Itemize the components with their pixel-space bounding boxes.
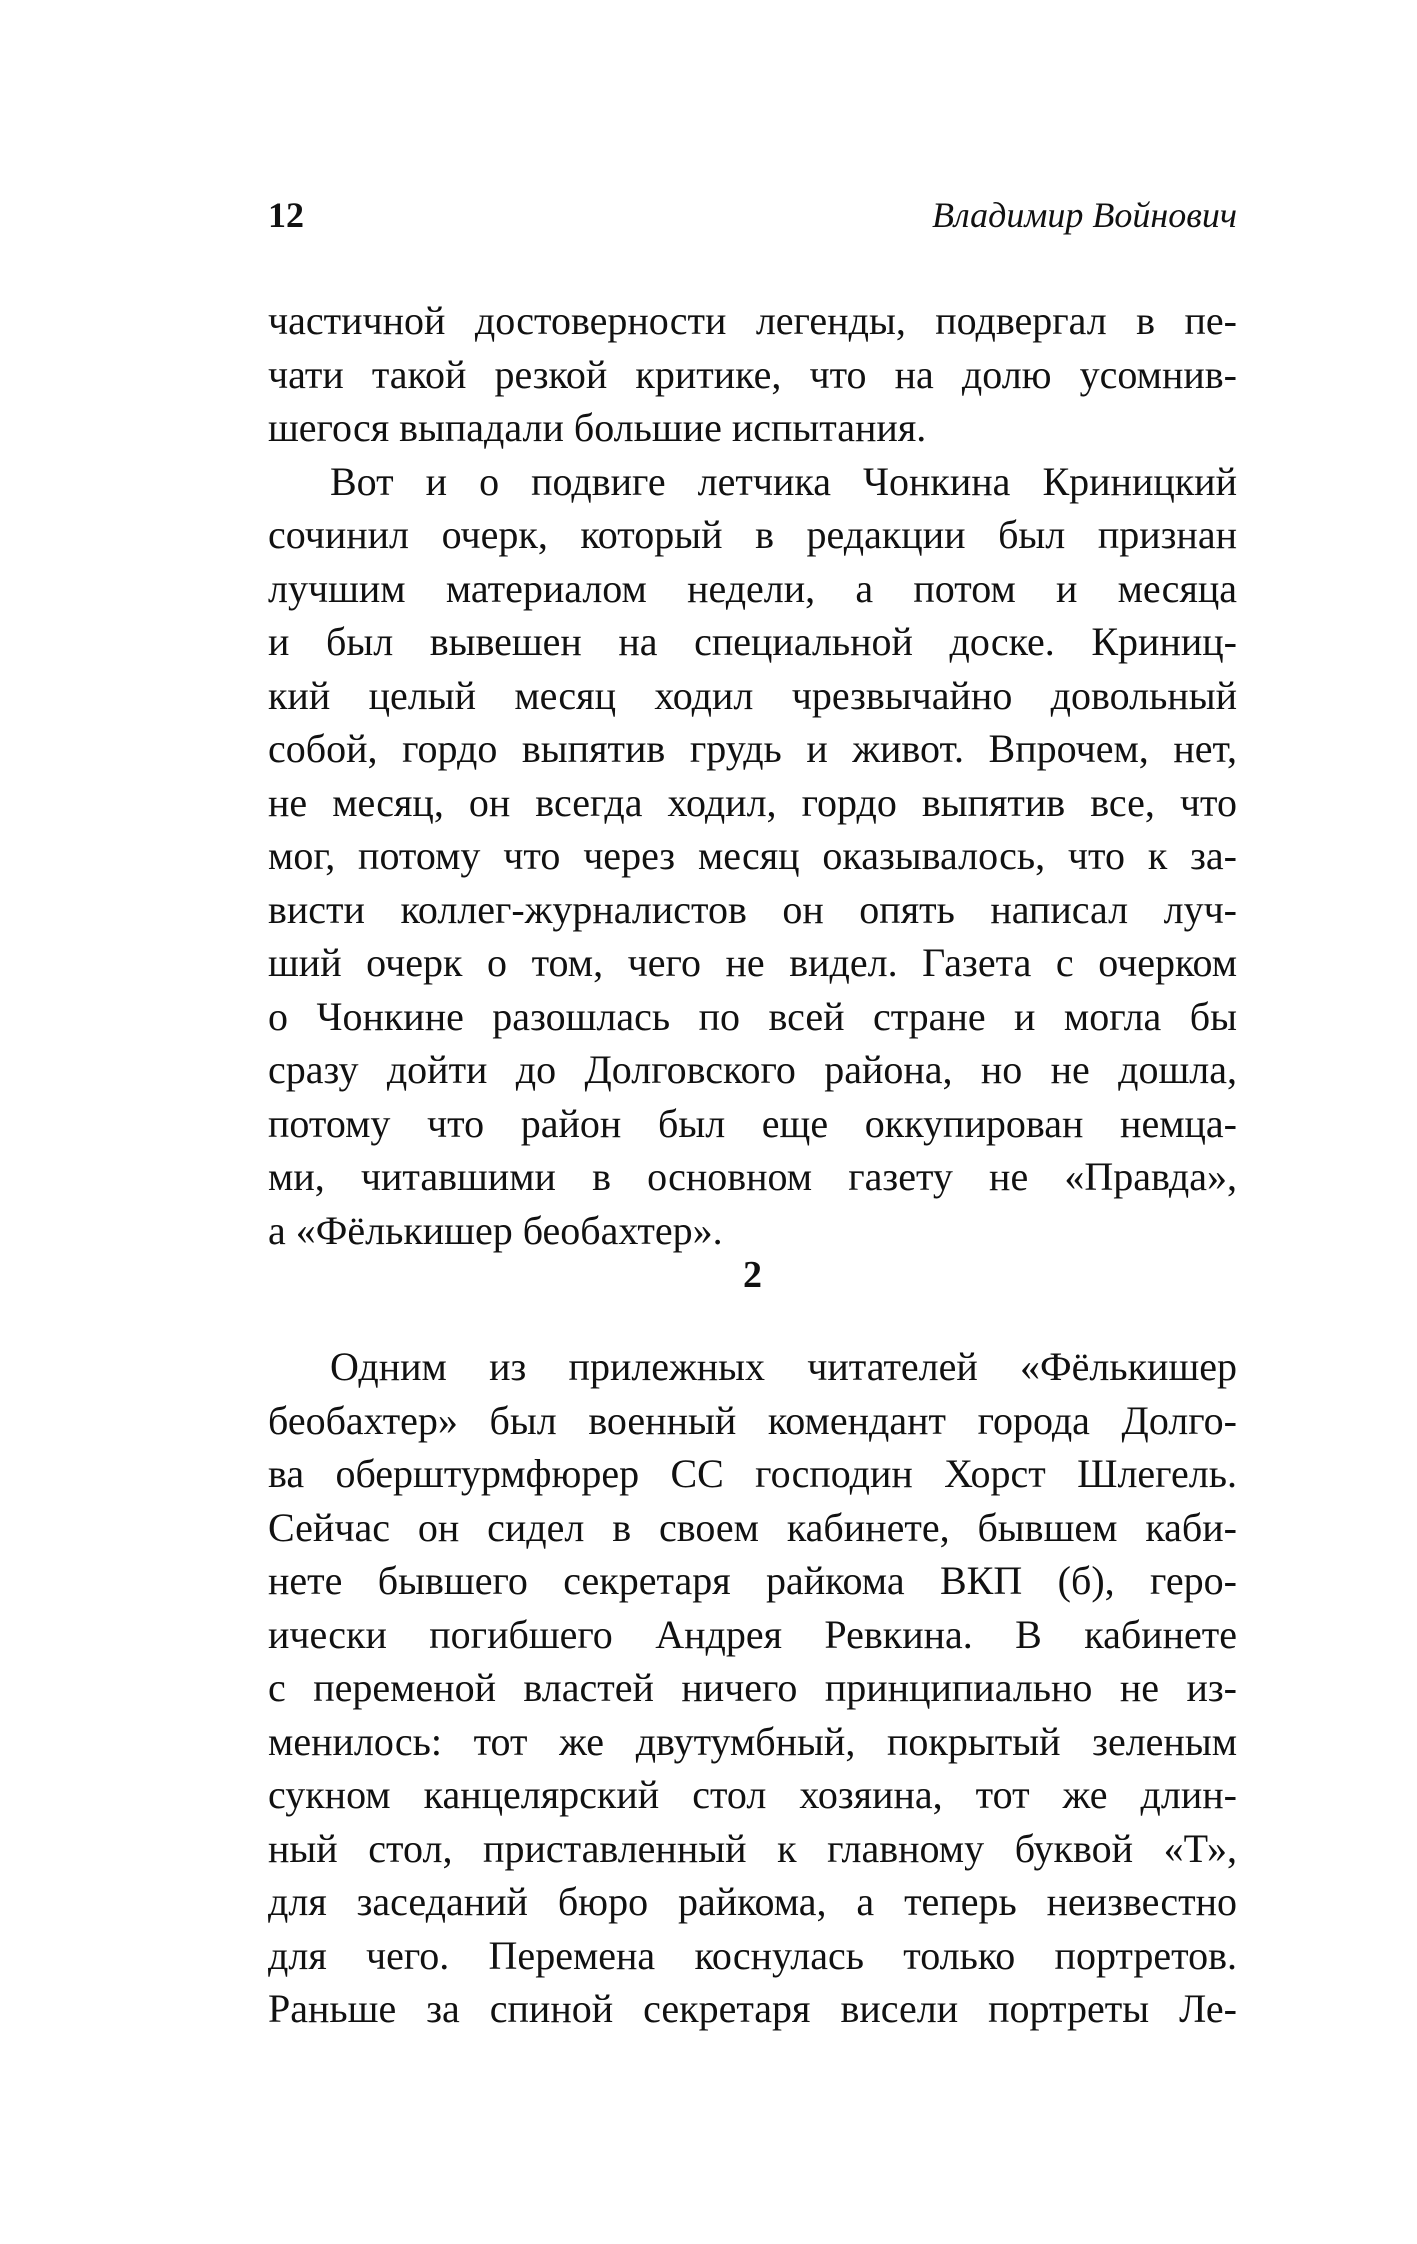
text-line: ва оберштурмфюрер СС господин Хорст Шлегель.	[268, 1451, 1237, 1496]
text-line: чати такой резкой критике, что на долю усомнив-	[268, 351, 1237, 397]
paragraph	[268, 1340, 1237, 2036]
text-line: Сейчас он сидел в своем кабинете, бывшем каби-	[268, 1504, 1237, 1550]
text-line: лучшим материалом недели, а потом и месяца	[268, 565, 1237, 611]
paragraph-continued	[268, 294, 1237, 455]
text-line: частичной достоверности легенды, подвергал в пе-	[268, 298, 1237, 343]
text-line: нете бывшего секретаря райкома ВКП (б), геро-	[268, 1558, 1237, 1603]
text-line: Вот и о подвиге летчика Чонкина Криницкий	[330, 458, 1237, 504]
text-block-1	[268, 294, 1237, 1257]
text-line: сукном канцелярский стол хозяина, тот же длин-	[268, 1772, 1237, 1817]
text-line: кий целый месяц ходил чрезвычайно довольный	[268, 672, 1237, 718]
text-line: Раньше за спиной секретаря висели портреты Ле-	[268, 1986, 1237, 2031]
text-line: для чего. Перемена коснулась только портретов.	[268, 1932, 1237, 1978]
paragraph	[268, 455, 1237, 1258]
text-line: ически погибшего Андрея Ревкина. В кабинете	[268, 1611, 1237, 1657]
text-line: собой, гордо выпятив грудь и живот. Впрочем, нет,	[268, 726, 1237, 771]
text-line: Одним из прилежных читателей «Фёлькишер	[330, 1344, 1237, 1389]
text-line: и был вывешен на специальной доске. Криниц-	[268, 619, 1237, 664]
text-line: потому что район был еще оккупирован немца-	[268, 1100, 1237, 1146]
text-line: с переменой властей ничего принципиально не из-	[268, 1665, 1237, 1710]
text-block-2	[268, 1340, 1237, 2036]
page-number: 12	[268, 195, 304, 235]
text-line: ми, читавшими в основном газету не «Правда»,	[268, 1154, 1237, 1199]
text-line: для заседаний бюро райкома, а теперь неизвестно	[268, 1879, 1237, 1924]
text-line: шегося выпадали большие испытания.	[268, 405, 927, 450]
text-line: сочинил очерк, который в редакции был признан	[268, 512, 1237, 557]
section-number: 2	[743, 1254, 762, 1296]
text-line: сразу дойти до Долговского района, но не дошла,	[268, 1047, 1237, 1092]
text-line: беобахтер» был военный комендант города Долго-	[268, 1397, 1237, 1443]
running-title-author: Владимир Войнович	[932, 195, 1237, 235]
running-head	[268, 190, 1237, 240]
text-line: менилось: тот же двутумбный, покрытый зеленым	[268, 1718, 1237, 1764]
text-line: о Чонкине разошлась по всей стране и могла бы	[268, 993, 1237, 1039]
text-line: не месяц, он всегда ходил, гордо выпятив все, что	[268, 779, 1237, 825]
text-line: ный стол, приставленный к главному буквой «Т»,	[268, 1825, 1237, 1871]
text-line: а «Фёлькишер беобахтер».	[268, 1207, 723, 1253]
text-line: мог, потому что через месяц оказывалось, что к за-	[268, 833, 1237, 878]
text-line: ший очерк о том, чего не видел. Газета с очерком	[268, 940, 1237, 985]
text-line: висти коллег-журналистов он опять написал луч-	[268, 886, 1237, 932]
